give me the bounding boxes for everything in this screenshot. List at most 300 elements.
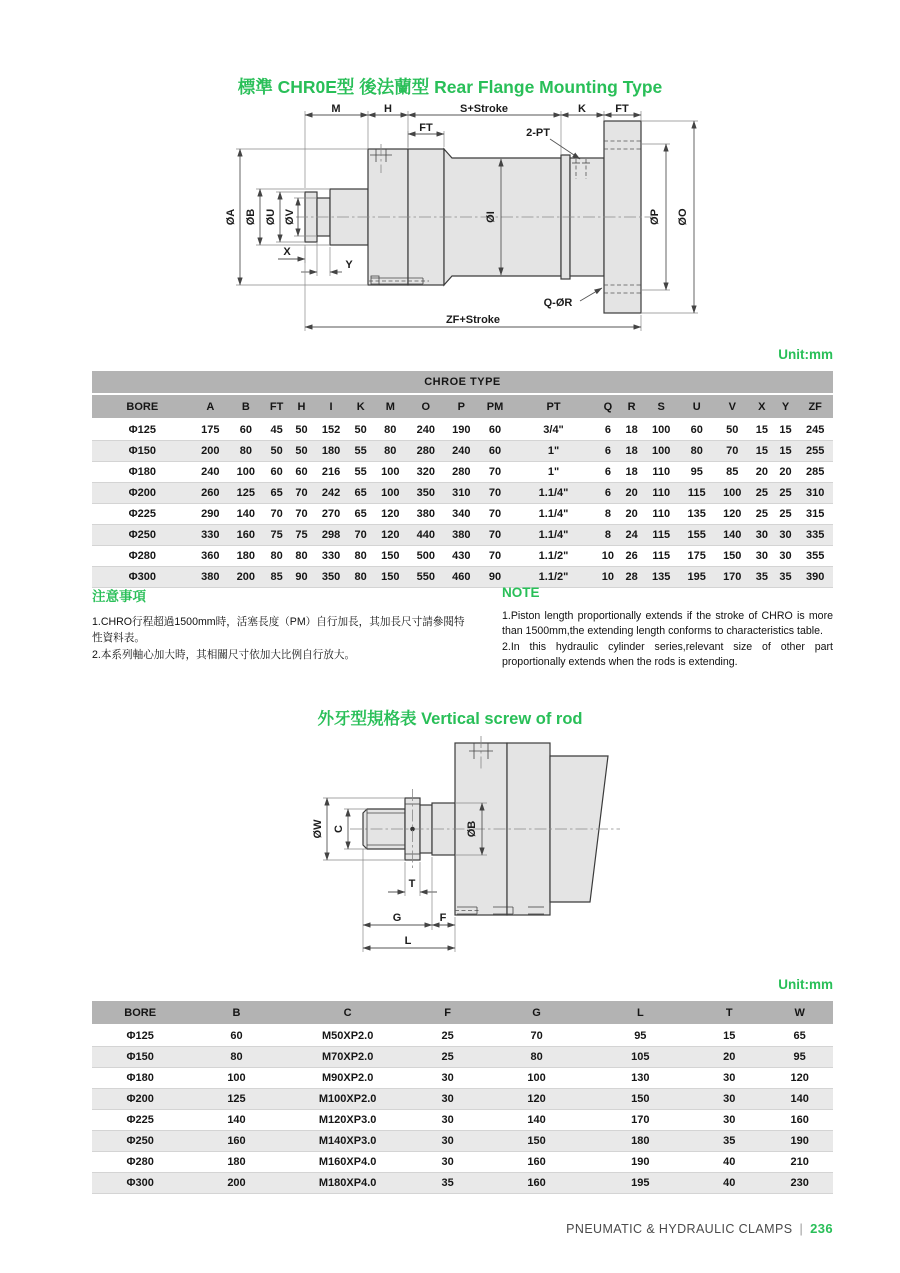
table-cell: 30 [692,1110,766,1131]
table-cell: 335 [797,525,833,546]
table-cell: 15 [750,441,774,462]
dim-label-dp: ØP [649,209,661,225]
table-cell: 70 [479,546,511,567]
table-cell: 280 [444,462,480,483]
column-header: F [411,1001,485,1025]
table-cell: 70 [479,504,511,525]
table-cell: 30 [750,546,774,567]
table-cell: 135 [679,504,715,525]
table-cell: 25 [750,504,774,525]
column-header: X [750,394,774,419]
table-cell: 500 [408,546,444,567]
unit-label: Unit:mm [778,977,833,992]
table-cell: 80 [349,546,373,567]
table-row [92,1025,833,1047]
table-cell: 30 [411,1068,485,1089]
table-cell: 160 [485,1152,589,1173]
dim-label-q-dr: Q-ØR [543,297,573,309]
table-cell: M50XP2.0 [285,1025,411,1047]
table-cell: 240 [193,462,229,483]
table-cell: 230 [766,1173,833,1194]
table-cell: 100 [188,1068,284,1089]
table-cell: 240 [408,419,444,441]
dim-label-di: ØI [485,211,497,223]
table-cell: 40 [692,1173,766,1194]
table-cell: 120 [766,1068,833,1089]
table-cell: 60 [479,419,511,441]
table-cell: 430 [444,546,480,567]
table-cell: 170 [588,1110,692,1131]
table-cell: 30 [774,525,798,546]
dim-label-zf-stroke: ZF+Stroke [445,314,501,326]
table-cell: 65 [264,483,290,504]
table-cell: 20 [750,462,774,483]
table-cell: 85 [264,567,290,588]
table-row [92,1173,833,1194]
column-header: O [408,394,444,419]
column-header: U [679,394,715,419]
dim-label-db: ØB [245,208,257,226]
column-header: T [692,1001,766,1025]
table-row [92,441,833,462]
table-cell: 315 [797,504,833,525]
table-cell: 28 [620,567,644,588]
table-cell: 120 [373,504,409,525]
table-cell: 25 [750,483,774,504]
section-title-vertical-screw: 外牙型規格表 Vertical screw of rod [317,710,583,728]
rear-flange-technical-drawing [208,101,708,346]
table-cell: 65 [349,483,373,504]
table-cell: 18 [620,462,644,483]
table-cell: 155 [679,525,715,546]
table-cell: 380 [193,567,229,588]
table-cell: 355 [797,546,833,567]
table-cell: 298 [313,525,349,546]
table-cell: 115 [643,546,679,567]
table-cell: 115 [643,525,679,546]
dim-label-db: ØB [466,820,478,838]
table-row [92,462,833,483]
table-cell: 330 [193,525,229,546]
table-cell: 18 [620,419,644,441]
table-cell: 160 [228,525,264,546]
table-cell: 95 [679,462,715,483]
dim-label-m: M [331,103,341,115]
table-cell: 8 [596,504,620,525]
table-cell: 8 [596,525,620,546]
table-cell: 50 [290,441,314,462]
table-cell: 160 [485,1173,589,1194]
table-cell: 390 [797,567,833,588]
table-cell: 195 [679,567,715,588]
table-cell: 30 [692,1089,766,1110]
dim-label-dw: ØW [312,819,324,839]
table-cell: 80 [373,419,409,441]
table-cell: Φ200 [92,483,193,504]
table-cell: 180 [313,441,349,462]
table-cell: 350 [408,483,444,504]
column-header: FT [264,394,290,419]
table-cell: M120XP3.0 [285,1110,411,1131]
table-cell: 20 [774,462,798,483]
table-cell: 290 [193,504,229,525]
table-cell: 15 [774,419,798,441]
table-cell: 175 [679,546,715,567]
notes-en-heading: NOTE [502,585,540,600]
table-cell: 35 [692,1131,766,1152]
column-header: ZF [797,394,833,419]
table-cell: Φ200 [92,1089,188,1110]
table-cell: 80 [679,441,715,462]
table-cell: 150 [373,567,409,588]
table-cell: 245 [797,419,833,441]
table-cell: 6 [596,419,620,441]
table-cell: 35 [774,567,798,588]
table-cell: 100 [643,441,679,462]
table-cell: 85 [714,462,750,483]
table-cell: 80 [290,546,314,567]
table-cell: 25 [774,483,798,504]
table-cell: M160XP4.0 [285,1152,411,1173]
table-cell: 210 [766,1152,833,1173]
table-cell: 65 [766,1025,833,1047]
footer-text: PNEUMATIC & HYDRAULIC CLAMPS [566,1222,793,1236]
table-cell: M140XP3.0 [285,1131,411,1152]
dim-label-g: G [392,912,402,924]
table-cell: M100XP2.0 [285,1089,411,1110]
table-cell: 75 [290,525,314,546]
table-cell: 70 [479,525,511,546]
table-cell: 30 [411,1110,485,1131]
dim-label-x: X [283,246,291,258]
notes-cn-line2: 2.本系列軸心加大時，其相關尺寸依加大比例自行放大。 [92,648,356,661]
table-cell: 440 [408,525,444,546]
table-cell: 35 [411,1173,485,1194]
table-cell: 70 [714,441,750,462]
table-cell: 160 [188,1131,284,1152]
table-cell: 380 [444,525,480,546]
table-cell: 30 [750,525,774,546]
table-cell: 80 [349,567,373,588]
table-cell: 60 [679,419,715,441]
table-cell: 280 [408,441,444,462]
column-header: A [193,394,229,419]
table-cell: 20 [620,504,644,525]
dim-label-da: ØA [225,208,237,226]
table-cell: 110 [643,462,679,483]
table-cell: 60 [290,462,314,483]
table-cell: 350 [313,567,349,588]
table-cell: 310 [444,483,480,504]
dim-label-ft: FT [615,103,629,115]
table-cell: 65 [349,504,373,525]
table-cell: 140 [188,1110,284,1131]
table-cell: 75 [264,525,290,546]
table-cell: 150 [714,546,750,567]
dim-label-c: C [333,825,345,833]
footer-divider: | [799,1222,804,1236]
dim-label-h: H [384,103,392,115]
table-header-row [92,1001,833,1025]
table-cell: 152 [313,419,349,441]
dim-label-du: ØU [265,208,277,226]
table-group-header: CHROE TYPE [92,371,833,394]
table-cell: 90 [479,567,511,588]
table-cell: 320 [408,462,444,483]
table-cell: Φ300 [92,1173,188,1194]
table-cell: Φ125 [92,419,193,441]
table-cell: 100 [373,462,409,483]
table-cell: 100 [714,483,750,504]
column-header: B [188,1001,284,1025]
table-cell: Φ300 [92,567,193,588]
table-cell: 15 [750,419,774,441]
table-cell: 10 [596,546,620,567]
table-cell: 30 [692,1068,766,1089]
table-cell: 190 [588,1152,692,1173]
dim-label-2pt: 2-PT [526,127,550,139]
table-row [92,1152,833,1173]
table-cell: 180 [188,1152,284,1173]
table-row [92,1131,833,1152]
table-cell: Φ280 [92,546,193,567]
table-cell: 125 [188,1089,284,1110]
table-cell: 30 [411,1131,485,1152]
vertical-screw-technical-drawing [300,731,640,961]
table-cell: 140 [228,504,264,525]
table-cell: 95 [766,1047,833,1068]
table-cell: 70 [290,504,314,525]
dim-label-y: Y [345,259,353,271]
table-cell: 50 [290,419,314,441]
table-cell: 216 [313,462,349,483]
table-cell: Φ250 [92,525,193,546]
table-cell: 130 [588,1068,692,1089]
table-cell: Φ150 [92,1047,188,1068]
table-row [92,1068,833,1089]
table-cell: 25 [411,1047,485,1068]
dim-label-f: F [439,912,447,924]
column-header: Y [774,394,798,419]
table-cell: 100 [373,483,409,504]
table-cell: 120 [714,504,750,525]
table-cell: 260 [193,483,229,504]
dim-label-dv: ØV [284,209,296,225]
table-row [92,1110,833,1131]
notes-en-line1: 1.Piston length proportionally extends if the stroke of CHRO is more than 1500mm,the extending length conforms to characteristics table. [502,610,833,638]
table-cell: 110 [643,483,679,504]
table-cell: Φ225 [92,504,193,525]
table-cell: 460 [444,567,480,588]
table-cell: 255 [797,441,833,462]
table-cell: 100 [228,462,264,483]
notes-cn-line1: 1.CHRO行程超過1500mm時，活塞長度（PM）自行加長，其加長尺寸請參閱特性資料表。 [92,616,465,645]
table-cell: 18 [620,441,644,462]
footer-page-number: 236 [810,1221,833,1236]
dim-label-do: ØO [677,208,689,226]
column-header: P [444,394,480,419]
table-cell: 1.1/2" [511,546,596,567]
table-cell: 1.1/4" [511,525,596,546]
table-cell: 80 [264,546,290,567]
table-cell: 330 [313,546,349,567]
table-cell: 140 [714,525,750,546]
table-row [92,419,833,441]
table-cell: 150 [588,1089,692,1110]
table-cell: Φ250 [92,1131,188,1152]
table-cell: 15 [774,441,798,462]
table-cell: M90XP2.0 [285,1068,411,1089]
table-cell: 60 [264,462,290,483]
table-cell: 190 [444,419,480,441]
table-cell: Φ280 [92,1152,188,1173]
table-cell: 310 [797,483,833,504]
dim-label-t: T [408,878,416,890]
column-header: R [620,394,644,419]
table-cell: 270 [313,504,349,525]
table-row [92,1047,833,1068]
table-cell: 285 [797,462,833,483]
table-header-row [92,394,833,419]
table-cell: 105 [588,1047,692,1068]
table-cell: 70 [349,525,373,546]
table-cell: 70 [485,1025,589,1047]
column-header: M [373,394,409,419]
table-cell: 45 [264,419,290,441]
table-row [92,1089,833,1110]
table-cell: 170 [714,567,750,588]
column-header: V [714,394,750,419]
table-cell: 40 [692,1152,766,1173]
table-cell: 80 [188,1047,284,1068]
table-cell: M180XP4.0 [285,1173,411,1194]
column-header: PM [479,394,511,419]
column-header: PT [511,394,596,419]
table-cell: 95 [588,1025,692,1047]
table-cell: 125 [228,483,264,504]
table-cell: 242 [313,483,349,504]
table-cell: 100 [643,419,679,441]
notes-en-line2: 2.In this hydraulic cylinder series,relevant size of other part proportionally extends when the rods is extending. [502,640,833,669]
table-cell: 70 [479,462,511,483]
column-header: BORE [92,1001,188,1025]
column-header: W [766,1001,833,1025]
table-cell: 70 [479,483,511,504]
column-header: H [290,394,314,419]
table-cell: 190 [766,1131,833,1152]
column-header: BORE [92,394,193,419]
table-cell: 80 [228,441,264,462]
column-header: C [285,1001,411,1025]
unit-label: Unit:mm [778,347,833,362]
table-cell: 340 [444,504,480,525]
table-cell: 50 [349,419,373,441]
table-cell: 160 [766,1110,833,1131]
table-cell: Φ225 [92,1110,188,1131]
column-header: I [313,394,349,419]
table-group-header-row [92,371,833,394]
table-cell: 60 [479,441,511,462]
table-cell: 360 [193,546,229,567]
table-cell: 24 [620,525,644,546]
notes-english [502,585,833,670]
table-cell: 100 [485,1068,589,1089]
table-cell: 115 [679,483,715,504]
vertical-screw-table [92,1001,833,1194]
dim-label-k: K [578,103,586,115]
table-cell: 120 [373,525,409,546]
table-cell: 120 [485,1089,589,1110]
table-cell: 6 [596,483,620,504]
table-cell: 90 [290,567,314,588]
table-cell: 550 [408,567,444,588]
table-cell: M70XP2.0 [285,1047,411,1068]
table-cell: Φ180 [92,462,193,483]
dim-label-ft-inner: FT [419,122,433,134]
table-cell: 6 [596,462,620,483]
column-header: Q [596,394,620,419]
table-cell: 50 [714,419,750,441]
table-cell: 200 [193,441,229,462]
column-header: S [643,394,679,419]
table-cell: 140 [766,1089,833,1110]
table-cell: 10 [596,567,620,588]
column-header: K [349,394,373,419]
table-cell: 180 [228,546,264,567]
table-cell: 25 [411,1025,485,1047]
table-cell: 135 [643,567,679,588]
table-cell: 200 [188,1173,284,1194]
table-cell: 30 [411,1152,485,1173]
table-cell: 1" [511,441,596,462]
table-cell: 1.1/4" [511,504,596,525]
page-footer [566,1221,833,1236]
table-cell: 140 [485,1110,589,1131]
table-cell: 110 [643,504,679,525]
table-cell: 30 [411,1089,485,1110]
table-row [92,504,833,525]
table-cell: 380 [408,504,444,525]
table-cell: 20 [692,1047,766,1068]
table-cell: 50 [264,441,290,462]
notes-chinese [92,585,470,663]
table-cell: 150 [373,546,409,567]
table-cell: 3/4" [511,419,596,441]
table-cell: 70 [264,504,290,525]
table-cell: 200 [228,567,264,588]
table-cell: 70 [290,483,314,504]
table-cell: 55 [349,441,373,462]
table-cell: 15 [692,1025,766,1047]
table-cell: 30 [774,546,798,567]
table-cell: 35 [750,567,774,588]
table-row [92,546,833,567]
dim-label-s-stroke: S+Stroke [460,103,508,115]
table-cell: 175 [193,419,229,441]
table-cell: 1.1/4" [511,483,596,504]
table-cell: 150 [485,1131,589,1152]
table-cell: Φ150 [92,441,193,462]
table-cell: 20 [620,483,644,504]
column-header: B [228,394,264,419]
table-row [92,525,833,546]
table-cell: 1" [511,462,596,483]
notes-cn-heading: 注意事項 [92,589,146,604]
chroe-type-table [92,371,833,588]
table-cell: Φ180 [92,1068,188,1089]
table-cell: 195 [588,1173,692,1194]
table-cell: 1.1/2" [511,567,596,588]
